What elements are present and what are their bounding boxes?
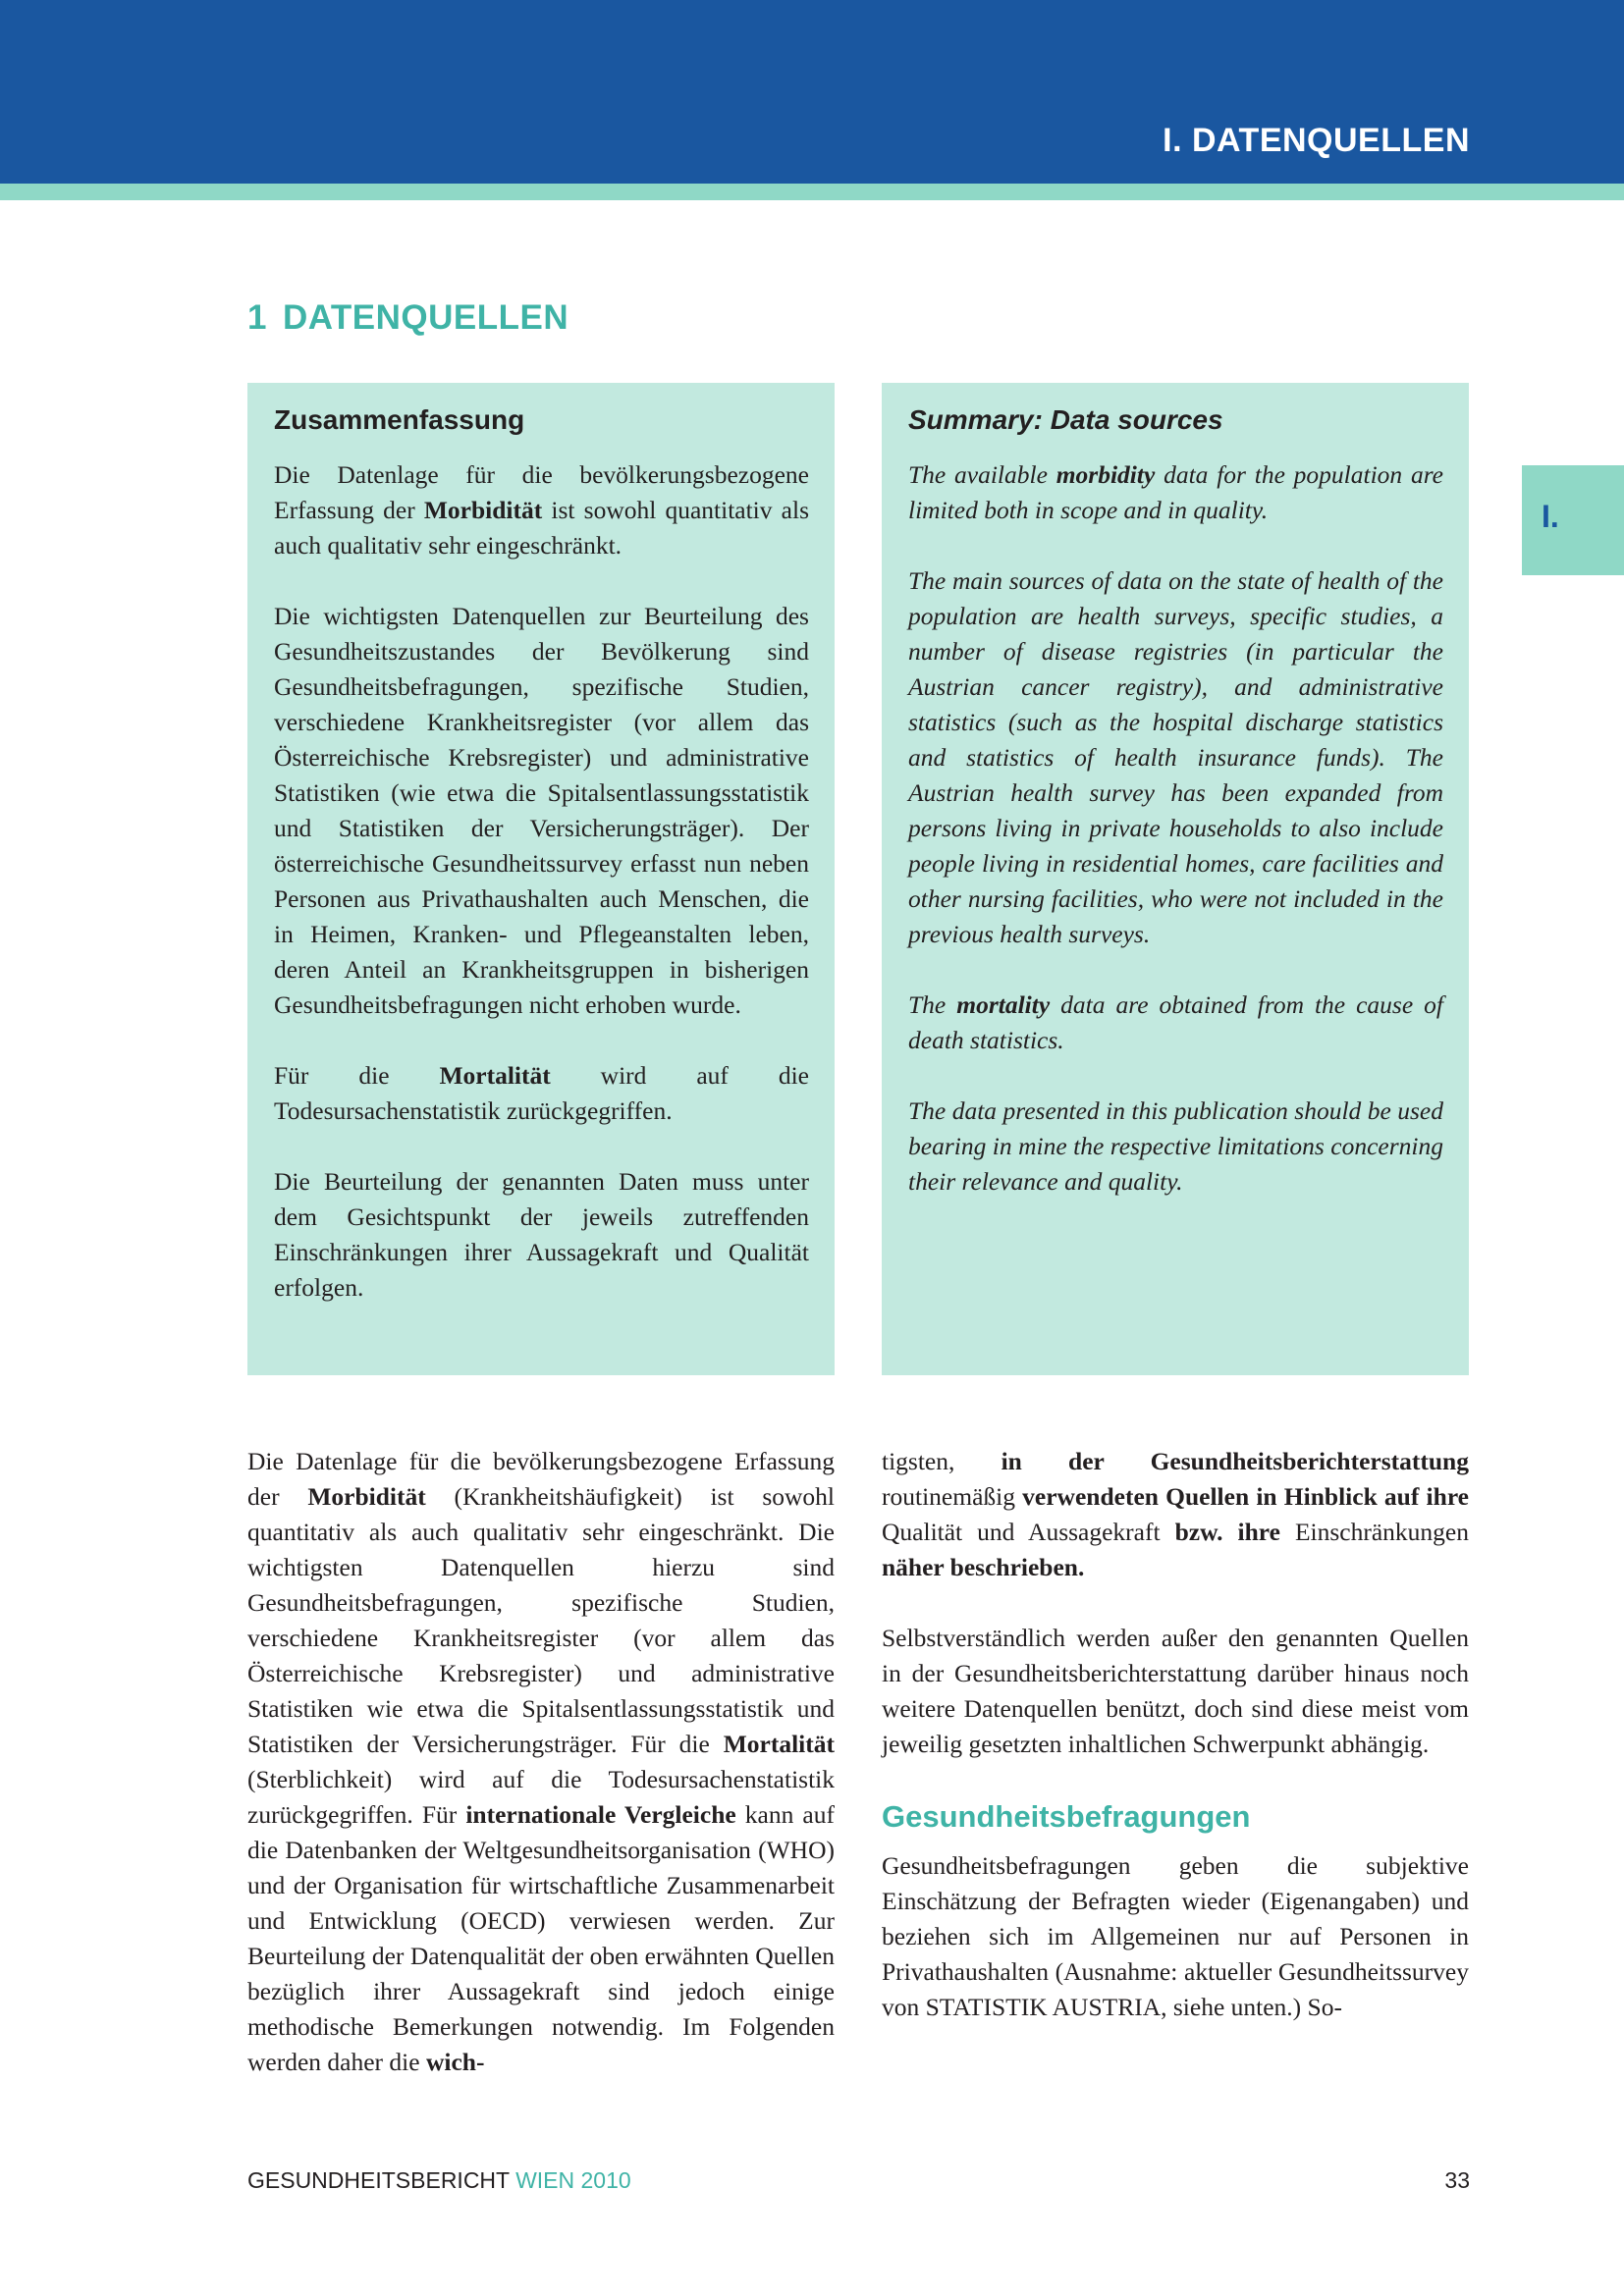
body-text-right-sub bbox=[882, 1848, 1469, 2025]
bold-term: morbidity bbox=[1056, 460, 1156, 489]
chapter-number: 1 bbox=[247, 298, 267, 337]
paragraph: Die wichtigsten Datenquellen zur Beurteilung des Gesundheitszustandes der Bevölkerung sind Gesundheitsbefragungen, spezifische Studien, verschiedene Krankheitsregister (vor allem das Österreichische Krebsregister) und administrative Statistiken (wie etwa die Spitalsentlassungsstatistik und Statistiken der Versicherungsträger). Der österreichische Gesundheitssurvey erfasst nun neben Personen aus Privathaushalten auch Menschen, die in Heimen, Kranken- und Pflegeanstalten leben, deren Anteil an Krankheitsgruppen in bisherigen Gesundheitsbefragungen nicht erhoben wurde. bbox=[274, 602, 809, 1019]
paragraph: The main sources of data on the state of health of the population are health surveys, specific studies, a number of disease registries (in particular the Austrian cancer registry), and administrative statistics (such as the hospital discharge statistics and statistics of health insurance funds). The Austrian health survey has been expanded from persons living in private households to also include people living in residential homes, care facilities and other nursing facilities, who were not included in the previous health surveys. bbox=[908, 566, 1443, 948]
paragraph: The data presented in this publication should be used bearing in mine the respective limitations concerning their relevance and quality. bbox=[908, 1096, 1443, 1196]
page-number: 33 bbox=[1444, 2167, 1470, 2193]
body-column-left bbox=[247, 1444, 835, 2115]
bold-term: Morbidität bbox=[423, 496, 543, 524]
summary-box-german bbox=[247, 383, 835, 1375]
summary-title-german: Zusammenfassung bbox=[274, 404, 525, 435]
summary-text-german bbox=[274, 457, 809, 1306]
body-column-right bbox=[882, 1444, 1469, 2060]
paragraph: Die Datenlage für die bevölkerungsbezogene Erfassung der Morbidität ist sowohl quantitativ als auch qualitativ sehr eingeschränkt. bbox=[274, 460, 809, 560]
paragraph: The available morbidity data for the population are limited both in scope and in quality. bbox=[908, 460, 1443, 524]
footer-publication-name: GESUNDHEITSBERICHT bbox=[247, 2167, 510, 2193]
paragraph: Selbstverständlich werden außer den genannten Quellen in der Gesundheitsberichterstattung darüber hinaus noch weitere Datenquellen benützt, doch sind diese meist vom jeweilig gesetzten inhaltlichen Schwerpunkt abhängig. bbox=[882, 1624, 1469, 1758]
bold-term: internationale Vergleiche bbox=[465, 1800, 736, 1829]
bold-term: bzw. ihre bbox=[1160, 1518, 1295, 1546]
bold-term: Morbidität bbox=[307, 1482, 426, 1511]
paragraph: The mortality data are obtained from the cause of death statistics. bbox=[908, 990, 1443, 1054]
bold-term: mortality bbox=[956, 990, 1051, 1019]
subheading-gesundheitsbefragungen: Gesundheitsbefragungen bbox=[882, 1799, 1251, 1834]
side-tab[interactable] bbox=[1522, 465, 1624, 575]
footer-edition: WIEN 2010 bbox=[515, 2167, 631, 2193]
bold-term: verwendeten Quellen in Hinblick auf ihre bbox=[1014, 1482, 1469, 1511]
footer-publication bbox=[247, 2167, 631, 2194]
chapter-title: DATENQUELLEN bbox=[282, 298, 569, 337]
summary-box-english bbox=[882, 383, 1469, 1375]
body-text-left bbox=[247, 1444, 835, 2080]
bold-term: Mortalität bbox=[723, 1730, 835, 1758]
paragraph: Für die Mortalität wird auf die Todesursachenstatistik zurückgegriffen. bbox=[274, 1061, 809, 1125]
paragraph: Gesundheitsbefragungen geben die subjektive Einschätzung der Befragten wieder (Eigenangaben) und beziehen sich im Allgemeinen nur auf Personen in Privathaushalten (Ausnahme: aktueller Gesundheitssurvey von STATISTIK AUSTRIA, siehe unten.) So- bbox=[882, 1851, 1469, 2021]
bold-term: in der Gesundheitsberichterstattung bbox=[954, 1447, 1469, 1475]
paragraph: Die Beurteilung der genannten Daten muss unter dem Gesichtspunkt der jeweils zutreffenden Einschränkungen ihrer Aussagekraft und Qualität erfolgen. bbox=[274, 1167, 809, 1302]
chapter-heading bbox=[247, 298, 568, 338]
summary-title-english: Summary: Data sources bbox=[908, 404, 1223, 435]
bold-term: Mortalität bbox=[439, 1061, 551, 1090]
bold-term: näher beschrieben. bbox=[882, 1553, 1085, 1581]
body-text-right bbox=[882, 1444, 1469, 1762]
section-title: I. DATENQUELLEN bbox=[1163, 122, 1470, 159]
summary-text-english bbox=[908, 457, 1443, 1200]
paragraph: tigsten, in der Gesundheitsberichterstattung routinemäßig verwendeten Quellen in Hinblick auf ihre Qualität und Aussagekraft bzw. ihre Einschränkungen näher beschrieben. bbox=[882, 1447, 1469, 1581]
side-tab-label: I. bbox=[1542, 499, 1559, 534]
paragraph: Die Datenlage für die bevölkerungsbezogene Erfassung der Morbidität (Krankheitshäufigkeit) ist sowohl quantitativ als auch qualitativ sehr eingeschränkt. Die wichtigsten Datenquellen hierzu sind Gesundheitsbefragungen, spezifische Studien, verschiedene Krankheitsregister (vor allem das Österreichische Krebsregister) und administrative Statistiken wie etwa die Spitalsentlassungsstatistik und Statistiken der Versicherungsträger. Für die Mortalität (Sterblichkeit) wird auf die Todesursachenstatistik zurückgegriffen. Für internationale Vergleiche kann auf die Datenbanken der Weltgesundheitsorganisation (WHO) und der Organisation für wirtschaftliche Zusammenarbeit und Entwicklung (OECD) verwiesen werden. Zur Beurteilung der Datenqualität der oben erwähnten Quellen bezüglich ihrer Aussagekraft sind jedoch einige methodische Bemerkungen notwendig. Im Folgenden werden daher die wich- bbox=[247, 1447, 835, 2076]
header-stripe bbox=[0, 184, 1624, 200]
bold-term: wich- bbox=[425, 2048, 485, 2076]
